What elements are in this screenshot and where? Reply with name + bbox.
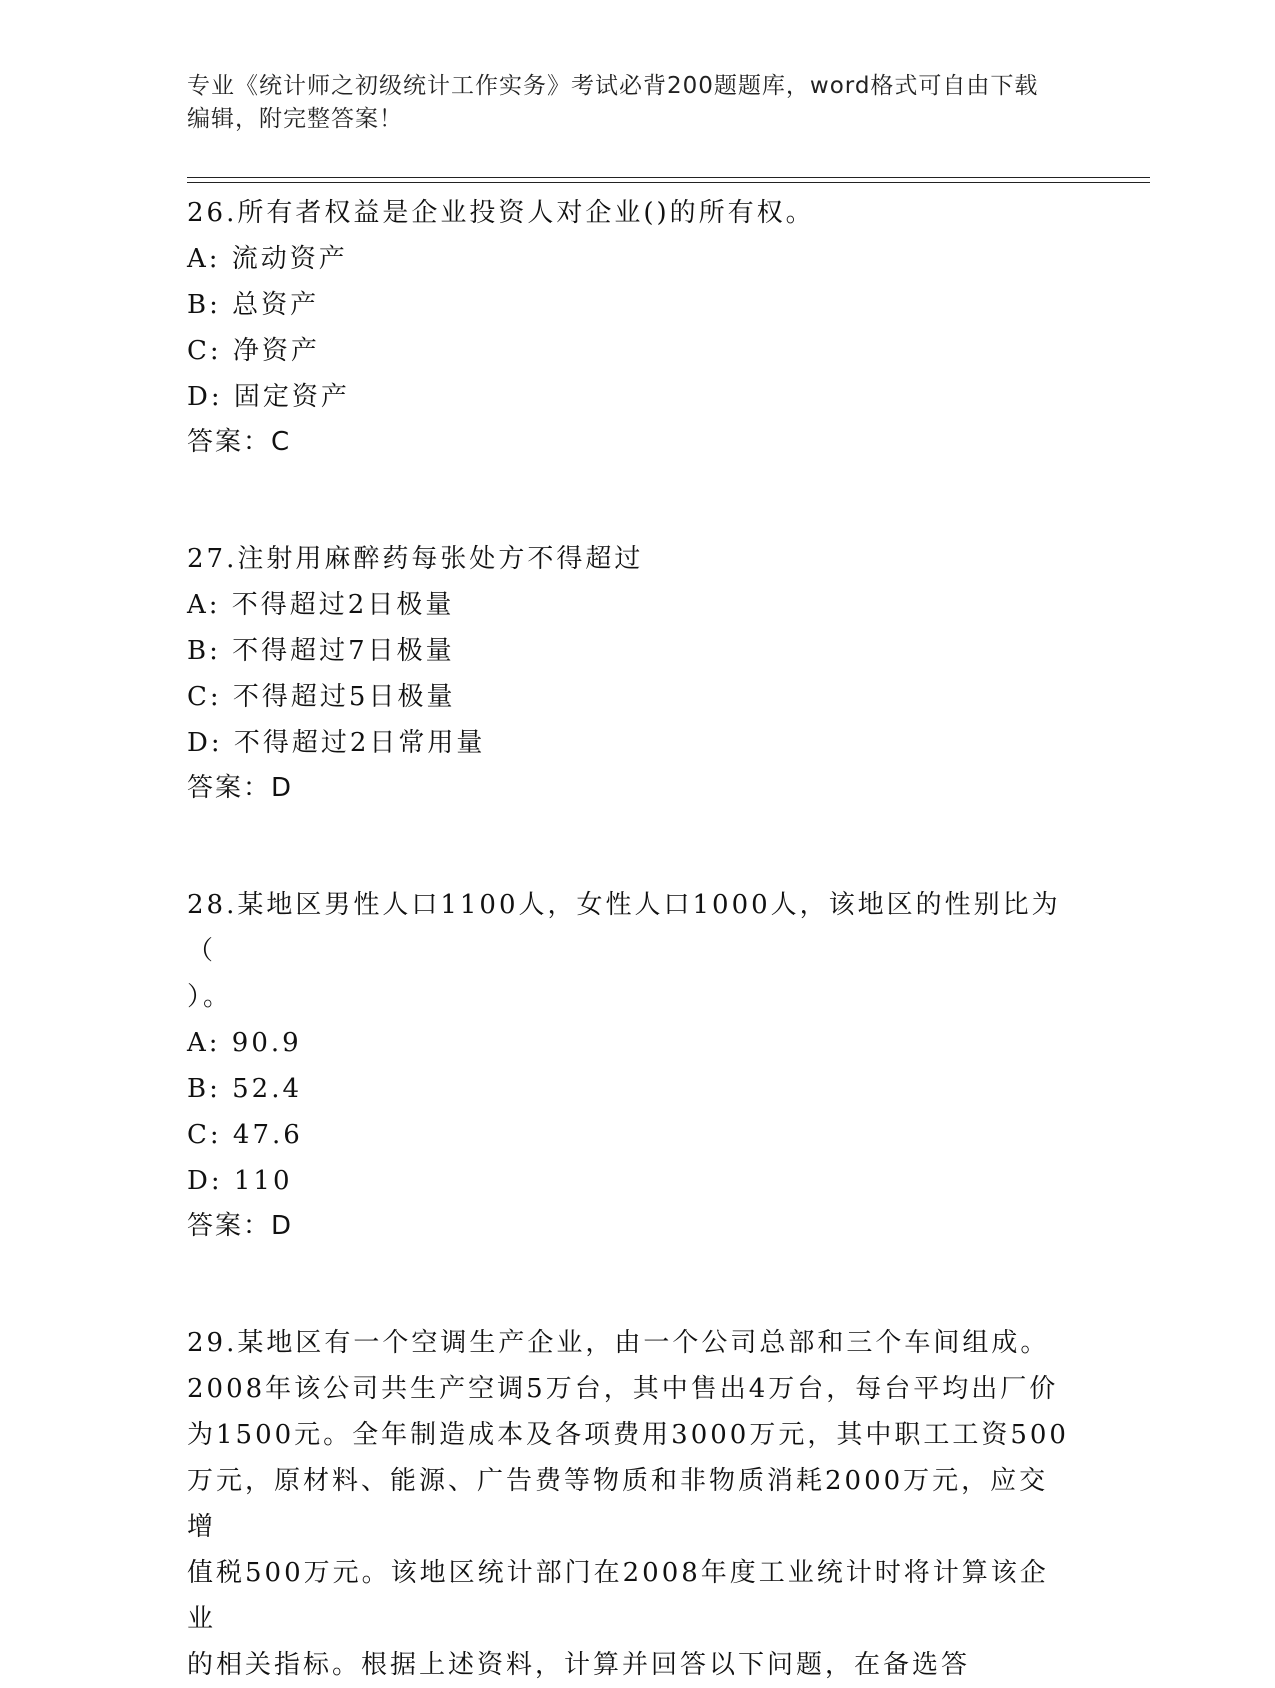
question-stem-continued: ）。 — [187, 982, 233, 1012]
option-d: D: 不得超过2日常用量 — [187, 728, 486, 758]
answer: 答案：D — [187, 1211, 294, 1241]
option-b: B: 总资产 — [187, 290, 320, 320]
option-b: B: 52.4 — [187, 1074, 303, 1104]
option-a: A: 不得超过2日极量 — [187, 590, 455, 620]
question-stem: 27.注射用麻醉药每张处方不得超过 — [187, 544, 644, 574]
question-29 — [187, 1320, 1077, 1688]
option-c: C: 净资产 — [187, 336, 320, 366]
header-rule-top — [187, 177, 1150, 178]
document-header — [187, 70, 1067, 136]
header-rule-bottom — [187, 182, 1150, 183]
spacer — [187, 464, 1077, 536]
question-stem: 26.所有者权益是企业投资人对企业()的所有权。 — [187, 198, 815, 228]
option-d: D: 固定资产 — [187, 382, 350, 412]
question-stem-continued: 的相关指标。根据上述资料，计算并回答以下问题，在备选答 — [187, 1650, 971, 1680]
question-list — [187, 190, 1077, 1688]
option-c: C: 不得超过5日极量 — [187, 682, 456, 712]
question-stem: 28.某地区男性人口1100人，女性人口1000人，该地区的性别比为（ — [187, 890, 1061, 966]
question-26 — [187, 190, 1077, 464]
question-stem-continued: 为1500元。全年制造成本及各项费用3000万元，其中职工工资500 — [187, 1420, 1069, 1450]
option-b: B: 不得超过7日极量 — [187, 636, 455, 666]
question-stem-continued: 2008年该公司共生产空调5万台，其中售出4万台，每台平均出厂价 — [187, 1374, 1059, 1404]
header-line-2: 编辑，附完整答案！ — [187, 106, 403, 132]
option-a: A: 90.9 — [187, 1028, 302, 1058]
answer: 答案：C — [187, 427, 292, 457]
option-d: D: 110 — [187, 1166, 293, 1196]
question-28 — [187, 882, 1077, 1248]
option-c: C: 47.6 — [187, 1120, 303, 1150]
option-a: A: 流动资产 — [187, 244, 348, 274]
question-stem-continued: 万元，原材料、能源、广告费等物质和非物质消耗2000万元，应交增 — [187, 1466, 1049, 1542]
header-line-1: 专业《统计师之初级统计工作实务》考试必背200题题库，word格式可自由下载 — [187, 73, 1039, 99]
spacer — [187, 810, 1077, 882]
answer: 答案：D — [187, 773, 294, 803]
question-stem-continued: 值税500万元。该地区统计部门在2008年度工业统计时将计算该企业 — [187, 1558, 1049, 1634]
question-27 — [187, 536, 1077, 810]
question-stem: 29.某地区有一个空调生产企业，由一个公司总部和三个车间组成。 — [187, 1328, 1050, 1358]
spacer — [187, 1248, 1077, 1320]
